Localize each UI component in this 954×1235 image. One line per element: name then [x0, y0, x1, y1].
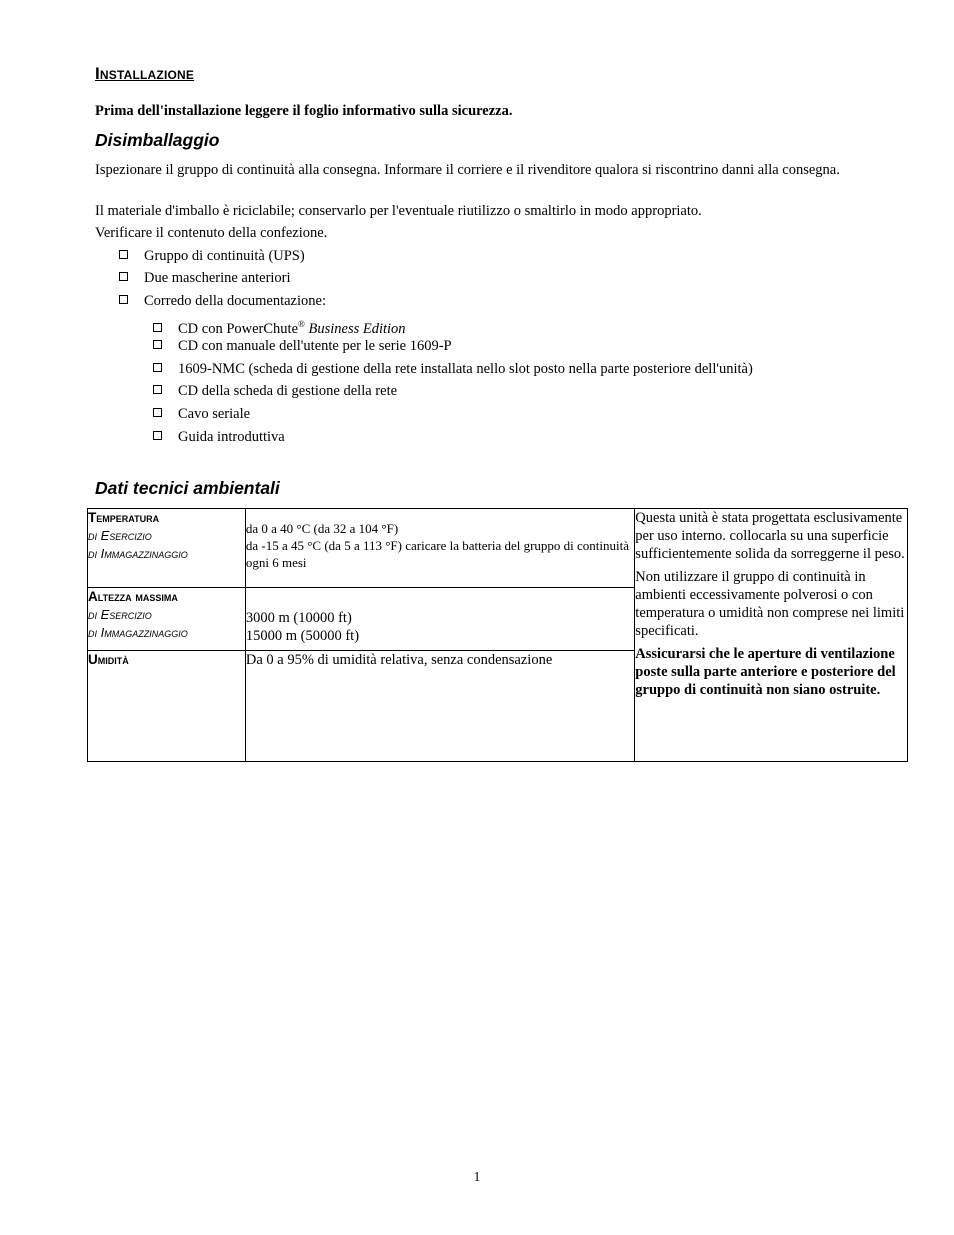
environment-table — [87, 508, 908, 762]
checkbox-icon — [119, 272, 128, 281]
row-sublabel: di Immagazzinaggio — [88, 546, 188, 561]
list-item: Corredo della documentazione: — [119, 292, 326, 310]
temperature-value-cell — [245, 509, 634, 588]
safety-note: Prima dell'installazione leggere il foglio informativo sulla sicurezza. — [95, 103, 513, 119]
list-item: CD con PowerChute® Business Edition — [153, 315, 406, 338]
checkbox-icon — [153, 323, 162, 332]
unpacking-paragraph-1: Ispezionare il gruppo di continuità alla consegna. Informare il corriere e il rivenditore qualora si riscontrino danni alla consegna. — [95, 162, 840, 178]
list-item: CD con manuale dell'utente per le serie 1609-P — [153, 337, 452, 355]
notes-cell — [635, 509, 908, 762]
unpacking-paragraph-3: Verificare il contenuto della confezione. — [95, 225, 328, 241]
list-item: Due mascherine anteriori — [119, 269, 291, 287]
row-sublabel: di Esercizio — [88, 607, 152, 622]
environment-heading: Dati tecnici ambientali — [95, 478, 280, 498]
altitude-label-cell — [88, 588, 246, 651]
humidity-value-cell — [245, 651, 634, 762]
page-number: 1 — [473, 1169, 481, 1184]
unpacking-heading: Disimballaggio — [95, 130, 220, 150]
checkbox-icon — [153, 363, 162, 372]
note-text: Questa unità è stata progettata esclusivamente per uso interno. collocarla su una superficie sufficientemente solida da sorreggerne il peso. — [635, 510, 905, 562]
row-value: 3000 m (10000 ft) — [245, 610, 352, 626]
checkbox-icon — [119, 295, 128, 304]
checkbox-icon — [119, 250, 128, 259]
table-row — [88, 509, 908, 588]
altitude-value-cell — [245, 588, 634, 651]
page-title: Installazione — [95, 64, 195, 83]
list-item: Guida introduttiva — [153, 428, 285, 446]
row-label: Altezza massima — [88, 589, 178, 604]
row-sublabel: di Immagazzinaggio — [88, 625, 188, 640]
row-value: 15000 m (50000 ft) — [245, 628, 360, 644]
temperature-label-cell — [88, 509, 246, 588]
checkbox-icon — [153, 431, 162, 440]
humidity-label-cell — [88, 651, 246, 762]
unpacking-paragraph-2: Il materiale d'imballo è riciclabile; conservarlo per l'eventuale riutilizzo o smaltirlo in modo appropriato. — [95, 203, 702, 219]
row-label: Temperatura — [88, 510, 160, 525]
row-value: da -15 a 45 °C (da 5 a 113 °F) caricare la batteria del gruppo di continuità ogni 6 mesi — [245, 538, 630, 570]
list-item: CD della scheda di gestione della rete — [153, 382, 397, 400]
checkbox-icon — [153, 340, 162, 349]
row-value: da 0 a 40 °C (da 32 a 104 °F) — [245, 521, 399, 536]
list-item: 1609-NMC (scheda di gestione della rete installata nello slot posto nella parte posteriore dell'unità) — [153, 360, 753, 378]
row-sublabel: di Esercizio — [88, 528, 152, 543]
note-text: Non utilizzare il gruppo di continuità in ambienti eccessivamente polverosi o con temperatura o umidità non comprese nei limiti specificati. — [635, 569, 905, 639]
note-text: Assicurarsi che le aperture di ventilazione poste sulla parte anteriore e posteriore del gruppo di continuità non siano ostruite. — [635, 646, 896, 698]
list-item: Cavo seriale — [153, 405, 250, 423]
list-item: Gruppo di continuità (UPS) — [119, 247, 305, 265]
checkbox-icon — [153, 408, 162, 417]
row-label: Umidità — [88, 652, 129, 667]
row-value: Da 0 a 95% di umidità relativa, senza condensazione — [245, 652, 553, 668]
checkbox-icon — [153, 385, 162, 394]
